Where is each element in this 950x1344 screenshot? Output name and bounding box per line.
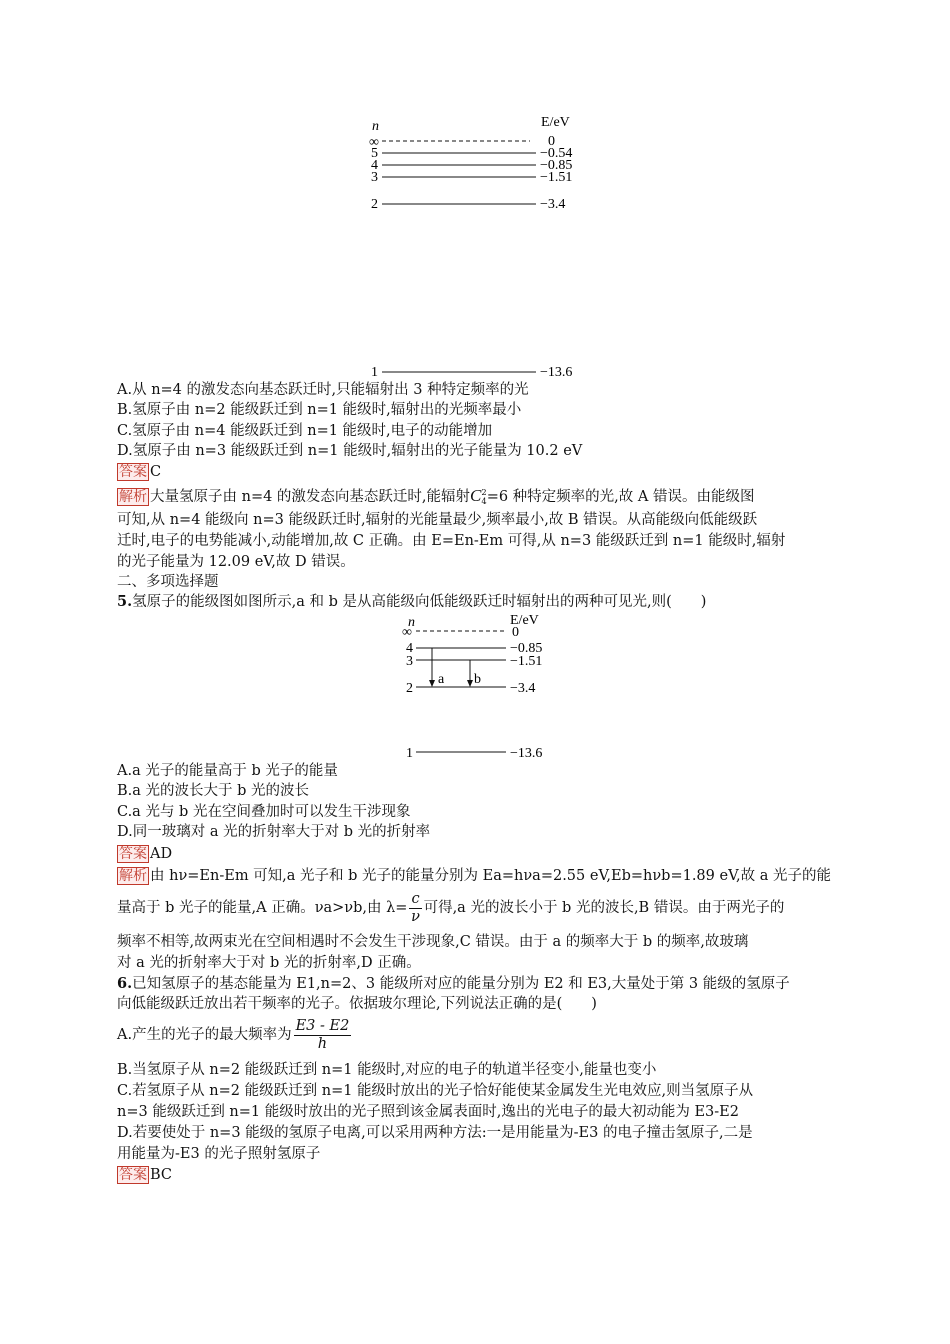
q5-answer — [117, 844, 172, 864]
combination-sup: 2 — [481, 487, 487, 497]
energy-axis-label-2: E/eV — [510, 613, 539, 628]
level2-n-inf: ∞ — [402, 625, 412, 640]
q4-analysis-line-1 — [117, 486, 755, 507]
fraction-denominator: ν — [411, 908, 420, 925]
fraction-numerator: E3 - E2 — [295, 1017, 350, 1034]
arrowhead-a — [429, 680, 435, 687]
q6-option-d-line-2: 用能量为-E3 的光子照射氢原子 — [117, 1146, 321, 1162]
q5-analysis-text-2a: 量高于 b 光子的能量,A 正确。νa>νb,由 λ= — [117, 900, 408, 916]
level-n-1: 1 — [371, 365, 378, 380]
q6-number: 6. — [117, 975, 133, 992]
section-title: 二、多项选择题 — [117, 574, 219, 590]
level2-e-inf: 0 — [512, 625, 519, 640]
level-e-3: −1.51 — [540, 170, 573, 185]
level-e-5: −0.54 — [540, 146, 573, 161]
q6-option-c-line-2: n=3 能级跃迁到 n=1 能级时放出的光子照到该金属表面时,逸出的光电子的最大初动能为 E3-E2 — [117, 1104, 739, 1120]
q4-analysis-text-1b: =6 种特定频率的光,故 A 错误。由能级图 — [486, 489, 755, 505]
q5-option-d: D.同一玻璃对 a 光的折射率大于对 b 光的折射率 — [117, 824, 431, 840]
energy-axis-label: E/eV — [541, 115, 570, 130]
q6-option-d-line-1: D.若要使处于 n=3 能级的氢原子电离,可以采用两种方法:一是用能量为-E3 的电子撞击氢原子,二是 — [117, 1125, 753, 1141]
wavelength-fraction — [409, 891, 421, 926]
q4-analysis-text-1a: 大量氢原子由 n=4 的激发态向基态跃迁时,能辐射 — [150, 489, 471, 505]
q4-option-a: A.从 n=4 的激发态向基态跃迁时,只能辐射出 3 种特定频率的光 — [117, 382, 529, 398]
level2-n-2: 2 — [406, 681, 413, 696]
q4-option-d: D.氢原子由 n=3 能级跃迁到 n=1 能级时,辐射出的光子能量为 10.2 eV — [117, 443, 583, 459]
q6-option-b: B.当氢原子从 n=2 能级跃迁到 n=1 能级时,对应的电子的轨道半径变小,能量也变小 — [117, 1062, 657, 1078]
q5-option-a: A.a 光子的能量高于 b 光子的能量 — [117, 763, 338, 779]
n-axis-label: n — [372, 119, 379, 134]
q6-answer-value: BC — [150, 1167, 173, 1183]
q5-answer-value: AD — [150, 846, 173, 862]
level-n-3: 3 — [371, 170, 378, 185]
answer-tag: 答案 — [119, 1167, 147, 1183]
analysis-tag: 解析 — [119, 489, 147, 505]
level-n-inf: ∞ — [369, 135, 379, 150]
q6-option-c-line-1: C.若氢原子从 n=2 能级跃迁到 n=1 能级时放出的光子恰好能使某金属发生光电效应,则当氢原子从 — [117, 1083, 754, 1099]
energy-level-diagram-1 — [360, 110, 600, 382]
q5-option-c: C.a 光与 b 光在空间叠加时可以发生干涉现象 — [117, 804, 411, 820]
q5-number: 5. — [117, 593, 133, 610]
level-e-inf: 0 — [548, 134, 555, 149]
q5-analysis-line-3: 频率不相等,故两束光在空间相遇时不会发生干涉现象,C 错误。由于 a 的频率大于 b 的频率,故玻璃 — [117, 934, 749, 950]
n-axis-label-2: n — [408, 615, 415, 630]
q6-stem-line-2: 向低能级跃迁放出若干频率的光子。依据玻尔理论,下列说法正确的是( ) — [117, 996, 597, 1012]
q5-analysis-line-1 — [117, 866, 831, 886]
q5-option-b: B.a 光的波长大于 b 光的波长 — [117, 783, 310, 799]
level-e-1: −13.6 — [540, 365, 573, 380]
q4-analysis-line-3: 迁时,电子的电势能减小,动能增加,故 C 正确。由 E=En-Em 可得,从 n=3 能级跃迁到 n=1 能级时,辐射 — [117, 533, 786, 549]
level-e-4: −0.85 — [540, 158, 573, 173]
analysis-tag: 解析 — [119, 868, 147, 884]
level2-e-1: −13.6 — [510, 746, 543, 761]
q5-analysis-line-2 — [117, 890, 784, 926]
arrow-label-b: b — [474, 672, 481, 687]
q5-stem — [117, 592, 706, 612]
q5-analysis-text-1: 由 hν=En-Em 可知,a 光子和 b 光子的能量分别为 Ea=hνa=2.55 eV,Eb=hνb=1.89 eV,故 a 光子的能 — [150, 868, 831, 884]
level2-n-4: 4 — [406, 641, 413, 656]
combination-sub: 4 — [481, 496, 487, 506]
q5-analysis-text-2b: 可得,a 光的波长小于 b 光的波长,B 错误。由于两光子的 — [423, 900, 785, 916]
arrow-label-a: a — [438, 672, 445, 687]
q5-stem-text: 氢原子的能级图如图所示,a 和 b 是从高能级向低能级跃迁时辐射出的两种可见光,则( ) — [132, 594, 707, 610]
level2-e-2: −3.4 — [510, 681, 536, 696]
fraction-denominator: h — [317, 1035, 328, 1052]
q6-option-a-text: A.产生的光子的最大频率为 — [117, 1027, 292, 1043]
frequency-fraction — [294, 1018, 352, 1053]
energy-level-diagram-2 — [396, 612, 566, 762]
level-n-5: 5 — [371, 146, 378, 161]
q5-analysis-line-4: 对 a 光的折射率大于对 b 光的折射率,D 正确。 — [117, 955, 421, 971]
q4-answer — [117, 462, 161, 482]
q6-stem-text-1: 已知氢原子的基态能量为 E1,n=2、3 能级所对应的能量分别为 E2 和 E3,大量处于第 3 能级的氢原子 — [132, 976, 790, 992]
q6-answer — [117, 1165, 172, 1185]
level-n-4: 4 — [371, 158, 378, 173]
level-n-2: 2 — [371, 197, 378, 212]
level2-n-3: 3 — [406, 654, 413, 669]
level-e-2: −3.4 — [540, 197, 566, 212]
fraction-numerator: c — [411, 890, 420, 907]
q4-option-b: B.氢原子由 n=2 能级跃迁到 n=1 能级时,辐射出的光频率最小 — [117, 402, 522, 418]
level2-n-1: 1 — [406, 746, 413, 761]
combination-symbol: C — [470, 486, 482, 505]
level2-e-4: −0.85 — [510, 641, 543, 656]
q4-analysis-line-4: 的光子能量为 12.09 eV,故 D 错误。 — [117, 554, 355, 570]
q4-analysis-line-2: 可知,从 n=4 能级向 n=3 能级跃迁时,辐射的光能量最少,频率最小,故 B 错误。从高能级向低能级跃 — [117, 512, 758, 528]
q6-option-a — [117, 1014, 353, 1056]
q4-answer-value: C — [150, 464, 162, 480]
q4-option-c: C.氢原子由 n=4 能级跃迁到 n=1 能级时,电子的动能增加 — [117, 423, 493, 439]
answer-tag: 答案 — [119, 464, 147, 480]
answer-tag: 答案 — [119, 846, 147, 862]
q6-stem-line-1 — [117, 974, 790, 994]
arrowhead-b — [467, 680, 473, 687]
level2-e-3: −1.51 — [510, 654, 543, 669]
